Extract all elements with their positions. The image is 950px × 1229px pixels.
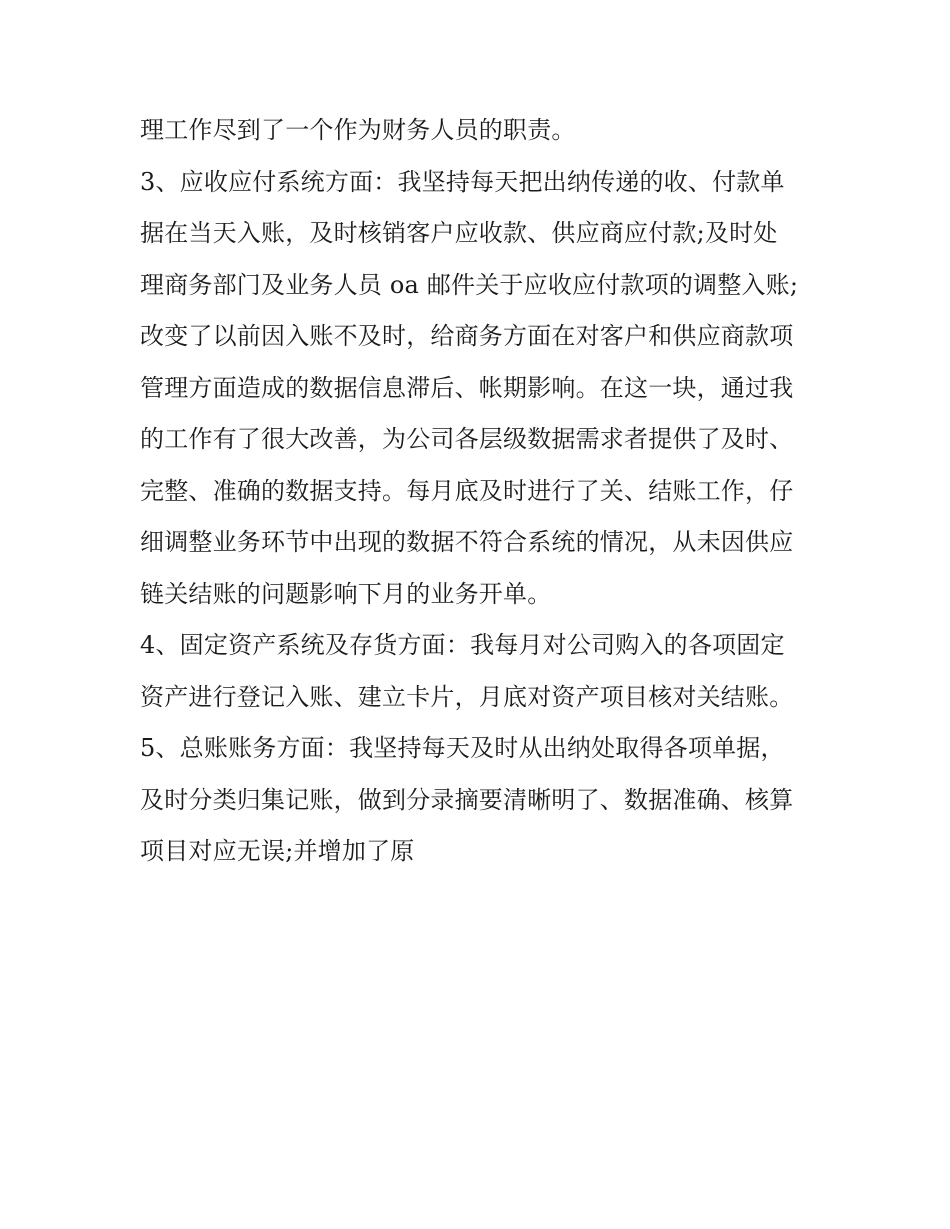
text-line: 5、总账账务方面：我坚持每天及时从出纳处取得各项单据， (140, 734, 785, 762)
text-line: 链关结账的问题影响下月的业务开单。 (140, 579, 552, 608)
text-line: 的工作有了很大改善，为公司各层级数据需求者提供了及时、 (140, 425, 794, 453)
body-text (140, 105, 830, 878)
text-line: 完整、准确的数据支持。每月底及时进行了关、结账工作，仔 (140, 476, 794, 505)
text-line: 及时分类归集记账，做到分录摘要清晰明了、数据准确、核算 (140, 785, 794, 814)
text-line: 管理方面造成的数据信息滞后、帐期影响。在这一块，通过我 (140, 373, 794, 402)
text-line: 细调整业务环节中出现的数据不符合系统的情况，从未因供应 (140, 528, 794, 556)
text-line: 据在当天入账，及时核销客户应收款、供应商应付款;及时处 (140, 219, 778, 247)
text-line: 项目对应无误;并增加了原 (140, 837, 415, 865)
text-line: 改变了以前因入账不及时，给商务方面在对客户和供应商款项 (140, 322, 794, 350)
text-line: 4、固定资产系统及存货方面：我每月对公司购入的各项固定 (140, 631, 785, 659)
text-line: 理商务部门及业务人员 oa 邮件关于应收应付款项的调整入账; (140, 270, 799, 299)
text-line: 理工作尽到了一个作为财务人员的职责。 (140, 116, 576, 144)
text-line: 资产进行登记入账、建立卡片，月底对资产项目核对关结账。 (140, 682, 794, 711)
text-line: 3、应收应付系统方面：我坚持每天把出纳传递的收、付款单 (140, 167, 785, 196)
